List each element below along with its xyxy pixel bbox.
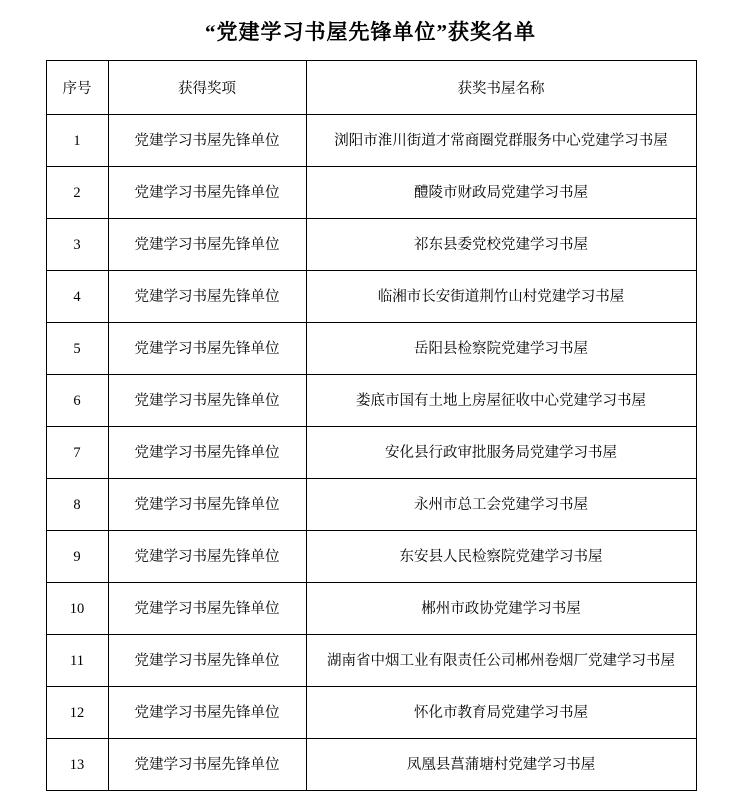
row-award-text: 党建学习书屋先锋单位 — [134, 600, 280, 617]
cell-no — [46, 323, 108, 375]
column-header-no: 序号 — [46, 61, 108, 115]
row-name-text: 郴州市政协党建学习书屋 — [421, 600, 581, 617]
column-header-award: 获得奖项 — [108, 61, 306, 115]
table-row — [46, 323, 696, 375]
table-row — [46, 687, 696, 739]
row-no-text: 8 — [73, 496, 81, 513]
row-name-text: 临湘市长安街道荆竹山村党建学习书屋 — [377, 288, 625, 305]
cell-award — [108, 167, 306, 219]
cell-no — [46, 739, 108, 791]
cell-award — [108, 271, 306, 323]
cell-award — [108, 479, 306, 531]
cell-award — [108, 687, 306, 739]
cell-name — [306, 531, 696, 583]
row-no-text: 6 — [73, 392, 81, 409]
row-name-text: 祁东县委党校党建学习书屋 — [414, 236, 588, 253]
cell-no — [46, 687, 108, 739]
row-award-text: 党建学习书屋先锋单位 — [134, 548, 280, 565]
cell-no — [46, 219, 108, 271]
cell-no — [46, 167, 108, 219]
cell-no — [46, 479, 108, 531]
cell-no — [46, 375, 108, 427]
row-no-text: 9 — [73, 548, 81, 565]
row-no-text: 10 — [69, 600, 85, 617]
row-no-text: 1 — [73, 132, 81, 149]
row-no-text: 3 — [73, 236, 81, 253]
row-award-text: 党建学习书屋先锋单位 — [134, 288, 280, 305]
row-name-text: 凤凰县菖蒲塘村党建学习书屋 — [406, 756, 596, 773]
table-row — [46, 635, 696, 687]
cell-name — [306, 167, 696, 219]
column-header-name: 获奖书屋名称 — [306, 61, 696, 115]
row-award-text: 党建学习书屋先锋单位 — [134, 756, 280, 773]
table-row — [46, 271, 696, 323]
row-name-text: 永州市总工会党建学习书屋 — [414, 496, 588, 513]
row-no-text: 4 — [73, 288, 81, 305]
table-row — [46, 427, 696, 479]
table-header — [46, 61, 696, 115]
award-list-table — [46, 60, 697, 791]
cell-name — [306, 375, 696, 427]
cell-name — [306, 271, 696, 323]
row-award-text: 党建学习书屋先锋单位 — [134, 236, 280, 253]
table-row — [46, 739, 696, 791]
row-name-text: 安化县行政审批服务局党建学习书屋 — [385, 444, 617, 461]
row-name-text: 怀化市教育局党建学习书屋 — [414, 704, 588, 721]
cell-award — [108, 427, 306, 479]
document-page — [0, 17, 741, 809]
row-name-text: 岳阳县检察院党建学习书屋 — [414, 340, 588, 357]
row-no-text: 7 — [73, 444, 81, 461]
cell-no — [46, 583, 108, 635]
cell-award — [108, 635, 306, 687]
cell-name — [306, 635, 696, 687]
row-award-text: 党建学习书屋先锋单位 — [134, 392, 280, 409]
cell-no — [46, 115, 108, 167]
cell-award — [108, 219, 306, 271]
row-no-text: 12 — [69, 704, 85, 721]
row-no-text: 2 — [73, 184, 81, 201]
row-name-text: 醴陵市财政局党建学习书屋 — [414, 184, 588, 201]
cell-award — [108, 531, 306, 583]
cell-name — [306, 583, 696, 635]
cell-award — [108, 375, 306, 427]
table-row — [46, 583, 696, 635]
cell-name — [306, 219, 696, 271]
cell-no — [46, 271, 108, 323]
row-no-text: 5 — [73, 340, 81, 357]
table-row — [46, 531, 696, 583]
cell-name — [306, 739, 696, 791]
cell-no — [46, 427, 108, 479]
cell-award — [108, 583, 306, 635]
cell-no — [46, 531, 108, 583]
row-award-text: 党建学习书屋先锋单位 — [134, 184, 280, 201]
row-name-text: 浏阳市淮川街道才常商圈党群服务中心党建学习书屋 — [334, 132, 668, 149]
cell-award — [108, 739, 306, 791]
cell-name — [306, 323, 696, 375]
cell-name — [306, 115, 696, 167]
cell-no — [46, 635, 108, 687]
award-table-container — [46, 60, 696, 791]
page-title: “党建学习书屋先锋单位”获奖名单 — [205, 20, 536, 44]
row-name-text: 东安县人民检察院党建学习书屋 — [399, 548, 603, 565]
row-award-text: 党建学习书屋先锋单位 — [134, 704, 280, 721]
table-row — [46, 115, 696, 167]
cell-name — [306, 427, 696, 479]
table-row — [46, 219, 696, 271]
row-no-text: 13 — [69, 756, 85, 773]
cell-award — [108, 115, 306, 167]
row-name-text: 娄底市国有土地上房屋征收中心党建学习书屋 — [356, 392, 646, 409]
row-award-text: 党建学习书屋先锋单位 — [134, 132, 280, 149]
row-no-text: 11 — [70, 652, 84, 669]
row-award-text: 党建学习书屋先锋单位 — [134, 444, 280, 461]
row-award-text: 党建学习书屋先锋单位 — [134, 340, 280, 357]
table-body — [46, 115, 696, 791]
table-row — [46, 167, 696, 219]
cell-name — [306, 479, 696, 531]
table-row — [46, 479, 696, 531]
row-award-text: 党建学习书屋先锋单位 — [134, 496, 280, 513]
table-row — [46, 375, 696, 427]
row-name-text: 湖南省中烟工业有限责任公司郴州卷烟厂党建学习书屋 — [327, 652, 675, 669]
cell-name — [306, 687, 696, 739]
table-header-row — [46, 61, 696, 115]
row-award-text: 党建学习书屋先锋单位 — [134, 652, 280, 669]
cell-award — [108, 323, 306, 375]
